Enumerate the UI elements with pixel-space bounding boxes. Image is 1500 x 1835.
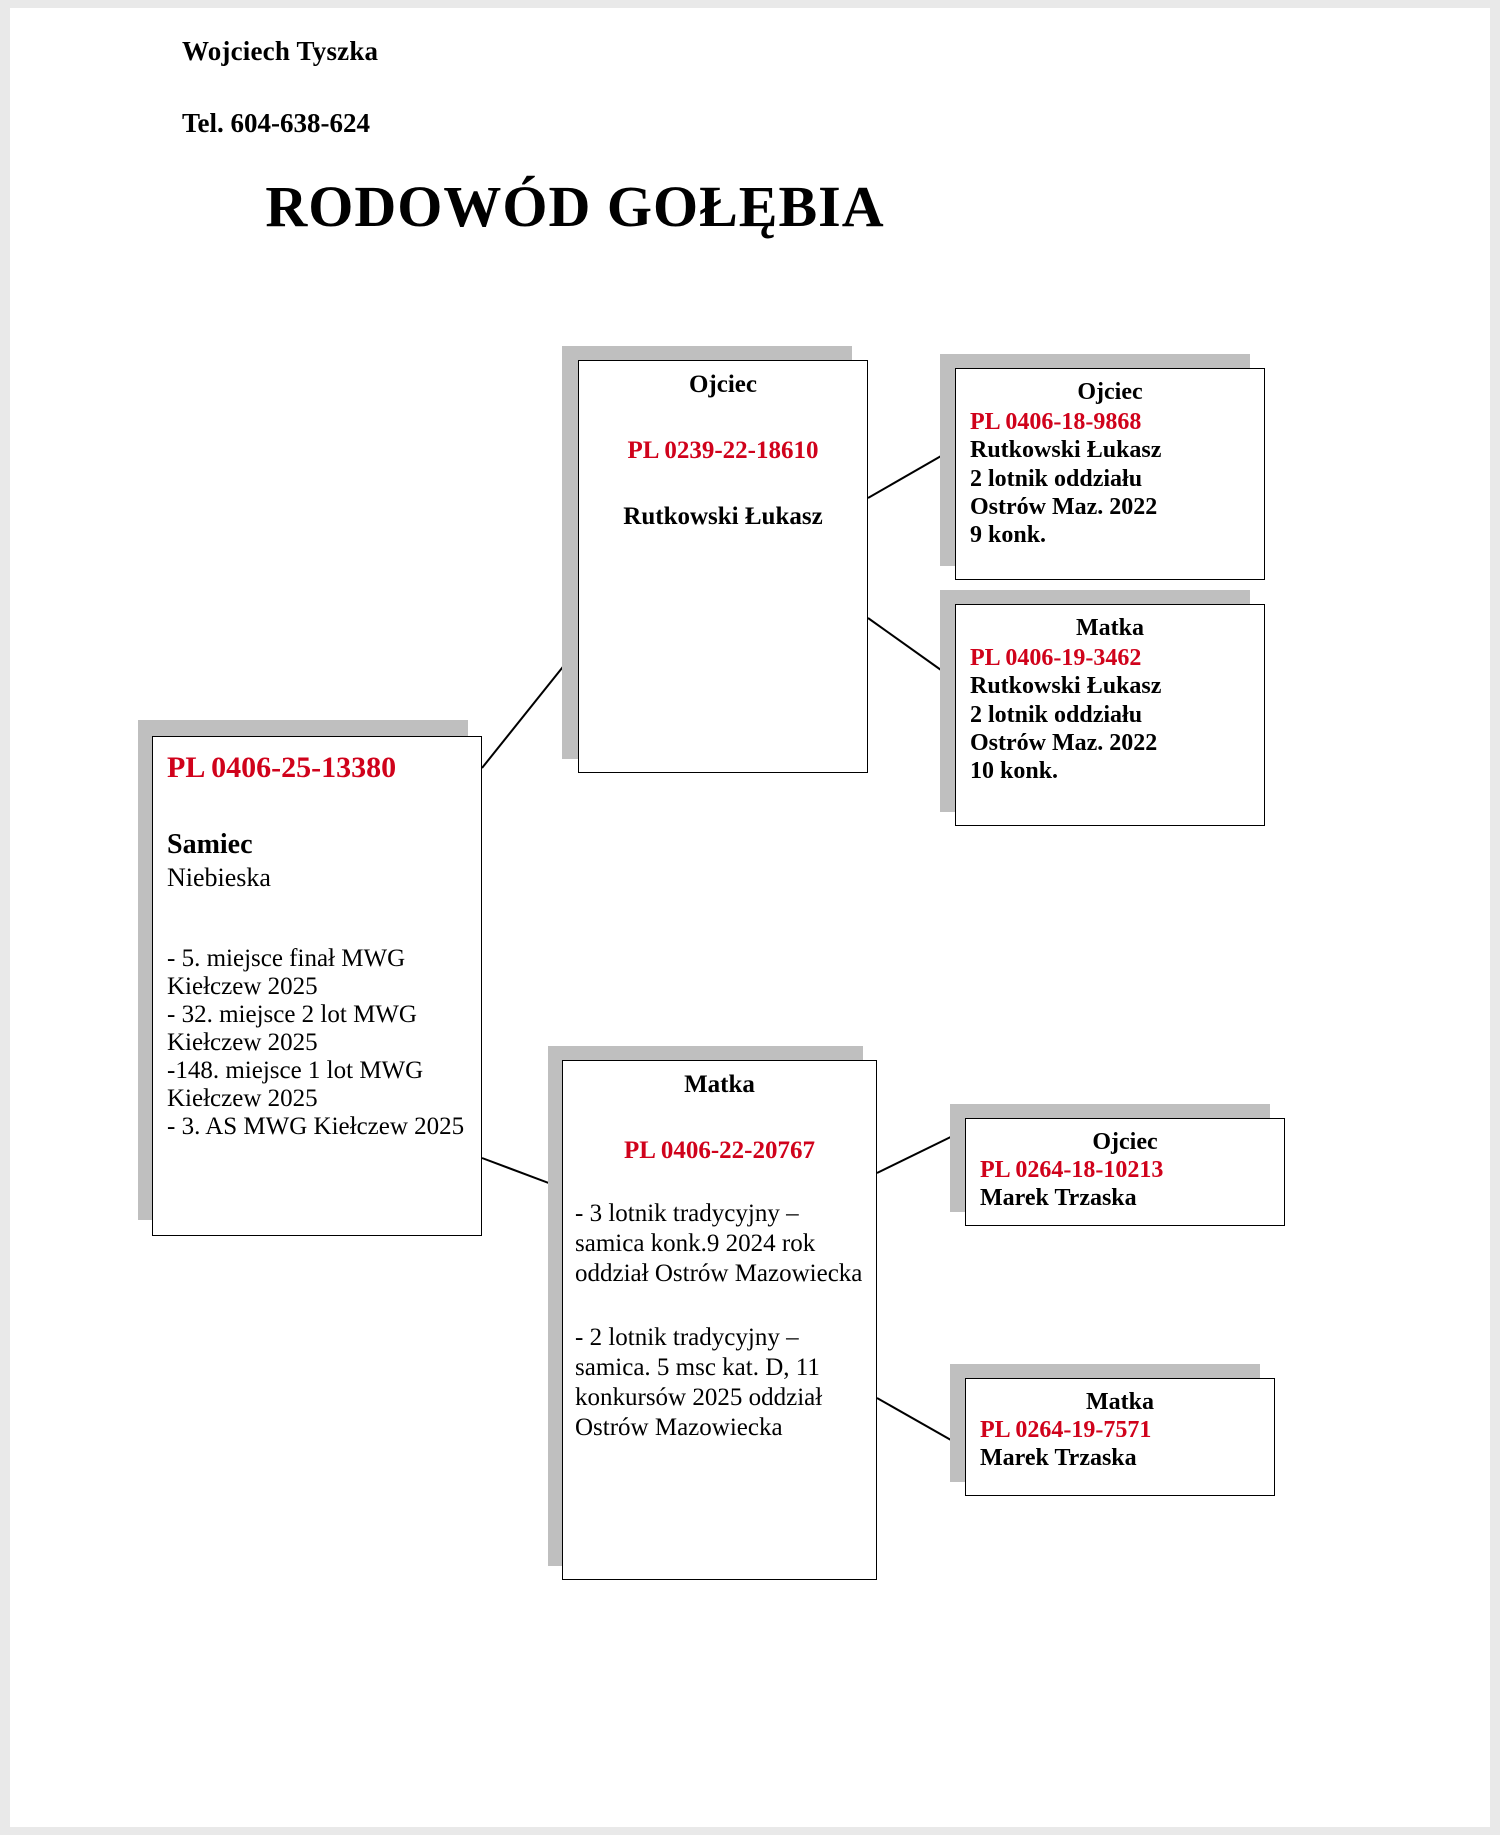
breeder-name: Wojciech Tyszka: [182, 36, 379, 66]
subject-box: [152, 736, 482, 1236]
mother-father-box: [965, 1118, 1285, 1226]
mother-label: Matka: [684, 1071, 755, 1098]
father-father-box: [955, 368, 1265, 580]
subject-sex: Samiec: [167, 829, 253, 860]
mother-note-1: - 3 lotnik tradycyjny – samica konk.9 2024 rok oddział Ostrów Mazowiecka: [575, 1200, 863, 1287]
mother-note-2: - 2 lotnik tradycyjny – samica. 5 msc kat. D, 11 konkursów 2025 oddział Ostrów Mazowiecka: [575, 1324, 823, 1441]
mother-father-owner: Marek Trzaska: [980, 1185, 1137, 1212]
mother-mother-owner: Marek Trzaska: [980, 1445, 1137, 1472]
mother-mother-box: [965, 1378, 1275, 1496]
father-box: [578, 360, 868, 773]
subject-result-3: -148. miejsce 1 lot MWG Kiełczew 2025: [167, 1057, 424, 1112]
father-owner: Rutkowski Łukasz: [623, 503, 823, 530]
father-mother-line-2: 2 lotnik oddziału: [970, 701, 1143, 728]
subject-colour: Niebieska: [167, 863, 271, 892]
father-label: Ojciec: [688, 371, 757, 398]
pedigree-document: [10, 8, 1490, 1827]
father-father-ring: PL 0406-18-9868: [970, 409, 1142, 435]
mother-mother-label: Matka: [1086, 1389, 1154, 1415]
father-mother-ring: PL 0406-19-3462: [970, 645, 1142, 671]
father-father-line-2: 2 lotnik oddziału: [970, 465, 1143, 492]
page-title: RODOWÓD GOŁĘBIA: [265, 174, 885, 239]
father-mother-line-4: 10 konk.: [970, 758, 1059, 785]
subject-result-1: - 5. miejsce finał MWG Kiełczew 2025: [167, 945, 406, 1000]
father-mother-box: [955, 604, 1265, 826]
subject-result-2: - 32. miejsce 2 lot MWG Kiełczew 2025: [167, 1001, 417, 1056]
breeder-phone: Tel. 604-638-624: [182, 108, 370, 138]
subject-ring: PL 0406-25-13380: [167, 751, 397, 784]
subject-result-4: - 3. AS MWG Kiełczew 2025: [167, 1113, 465, 1140]
father-father-label: Ojciec: [1077, 379, 1143, 405]
mother-mother-ring: PL 0264-19-7571: [980, 1417, 1152, 1443]
father-father-line-4: 9 konk.: [970, 522, 1047, 549]
father-father-line-3: Ostrów Maz. 2022: [970, 493, 1158, 520]
father-ring: PL 0239-22-18610: [627, 437, 819, 464]
father-mother-label: Matka: [1076, 615, 1144, 641]
mother-box: [562, 1060, 877, 1580]
mother-ring: PL 0406-22-20767: [624, 1137, 815, 1164]
mother-father-label: Ojciec: [1092, 1129, 1158, 1155]
father-mother-line-1: Rutkowski Łukasz: [970, 673, 1162, 700]
mother-father-ring: PL 0264-18-10213: [980, 1157, 1164, 1183]
father-father-line-1: Rutkowski Łukasz: [970, 437, 1162, 464]
father-mother-line-3: Ostrów Maz. 2022: [970, 729, 1158, 756]
